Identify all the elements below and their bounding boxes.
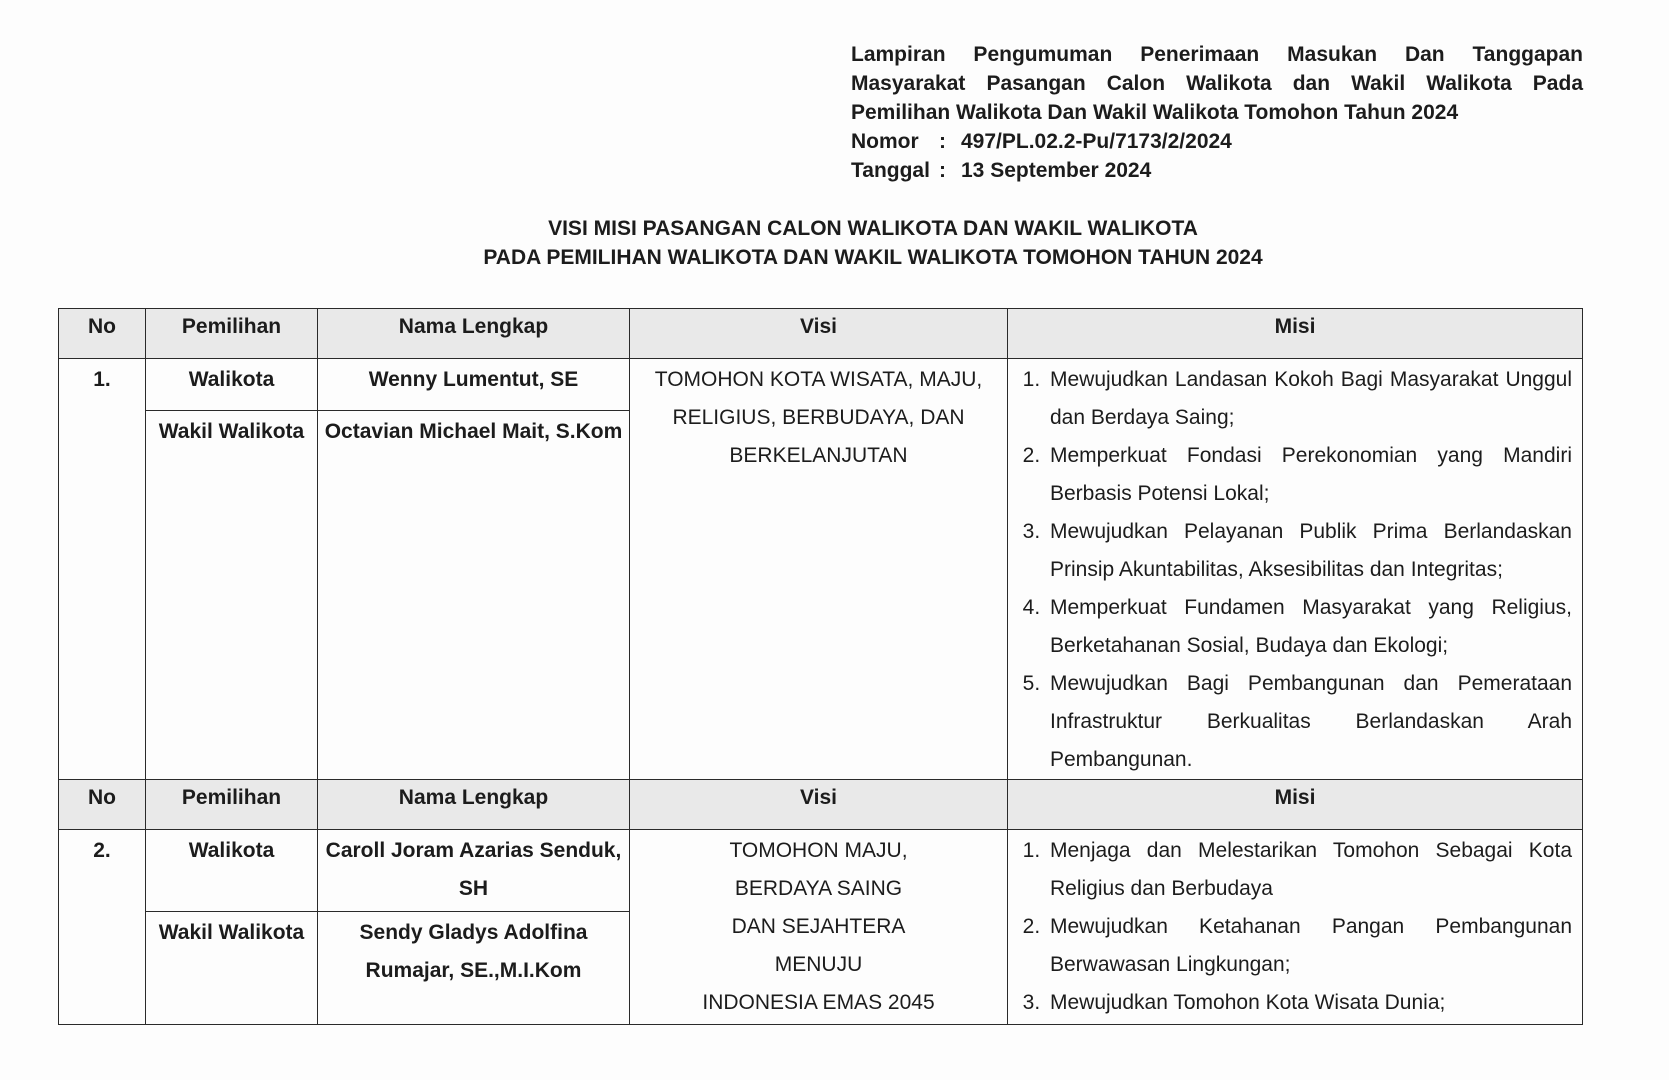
row-2-visi-line: DAN SEJAHTERA [731,915,906,938]
header-pemilihan-2: Pemilihan [146,780,318,830]
list-item: 3. Mewujudkan Pelayanan Publik Prima Berlandaskan Prinsip Akuntabilitas, Aksesibilitas dan Integritas; [1046,513,1572,589]
row-1-walikota-name: Wenny Lumentut, SE [318,359,630,411]
tanggal-label: Tanggal [851,159,930,182]
header-pemilihan: Pemilihan [146,309,318,359]
list-item: 1. Mewujudkan Landasan Kokoh Bagi Masyarakat Unggul dan Berdaya Saing; [1046,361,1572,437]
row-1-misi [1008,359,1583,780]
row-2-visi-line: BERDAYA SAING [734,877,903,900]
table-header-row-2 [59,780,1583,830]
document-title [0,214,1669,272]
row-1-visi: TOMOHON KOTA WISATA, MAJU, RELIGIUS, BERBUDAYA, DAN BERKELANJUTAN [630,359,1008,780]
header-visi: Visi [630,309,1008,359]
header-nama-2: Nama Lengkap [318,780,630,830]
header-line-1: Lampiran Pengumuman Penerimaan Masukan Dan Tanggapan [851,43,1583,66]
row-2-visi-line: TOMOHON MAJU, [729,839,908,862]
row-2-misi-list [1008,832,1582,1022]
header-visi-2: Visi [630,780,1008,830]
candidate-row-1-walikota [59,359,1583,411]
row-2-wakil-name: Sendy Gladys Adolfina Rumajar, SE.,M.I.Kom [318,911,630,1024]
header-no-2: No [59,780,146,830]
list-item: 2. Memperkuat Fondasi Perekonomian yang Mandiri Berbasis Potensi Lokal; [1046,437,1572,513]
tanggal-value: 13 September 2024 [961,159,1152,182]
nomor-colon: : [939,130,946,153]
row-1-wakil-label: Wakil Walikota [146,411,318,780]
row-2-no: 2. [59,830,146,1025]
row-2-visi-line: INDONESIA EMAS 2045 [702,991,935,1014]
header-misi: Misi [1008,309,1583,359]
header-misi-2: Misi [1008,780,1583,830]
header-nama: Nama Lengkap [318,309,630,359]
title-line-1: VISI MISI PASANGAN CALON WALIKOTA DAN WAKIL WALIKOTA [548,217,1198,240]
row-1-misi-list [1008,361,1582,779]
candidates-table [58,308,1583,1025]
table-header-row [59,309,1583,359]
row-2-visi-line: MENUJU [774,953,863,976]
row-2-misi [1008,830,1583,1025]
attachment-header [851,40,1583,185]
row-1-wakil-name: Octavian Michael Mait, S.Kom [318,411,630,780]
tanggal-row [851,156,1583,185]
nomor-row [851,127,1583,156]
list-item: 1. Menjaga dan Melestarikan Tomohon Sebagai Kota Religius dan Berbudaya [1046,832,1572,908]
header-no: No [59,309,146,359]
tanggal-colon: : [939,159,946,182]
list-item: 4. Memperkuat Fundamen Masyarakat yang Religius, Berketahanan Sosial, Budaya dan Ekologi; [1046,589,1572,665]
list-item: 3. Mewujudkan Tomohon Kota Wisata Dunia; [1046,984,1572,1022]
row-2-walikota-label: Walikota [146,830,318,912]
list-item: 2. Mewujudkan Ketahanan Pangan Pembangunan Berwawasan Lingkungan; [1046,908,1572,984]
nomor-value: 497/PL.02.2-Pu/7173/2/2024 [961,130,1232,153]
title-line-2: PADA PEMILIHAN WALIKOTA DAN WAKIL WALIKOTA TOMOHON TAHUN 2024 [483,246,1263,269]
list-item: 5. Mewujudkan Bagi Pembangunan dan Pemerataan Infrastruktur Berkualitas Berlandaskan Arah Pembangunan. [1046,665,1572,779]
row-1-walikota-label: Walikota [146,359,318,411]
candidates-table-wrap [58,308,1583,1025]
candidate-row-2-walikota [59,830,1583,912]
row-2-wakil-label: Wakil Walikota [146,911,318,1024]
header-line-2: Masyarakat Pasangan Calon Walikota dan Wakil Walikota Pada [851,72,1583,95]
row-1-no: 1. [59,359,146,780]
nomor-label: Nomor [851,130,919,153]
row-2-visi [630,830,1008,1025]
row-2-walikota-name: Caroll Joram Azarias Senduk, SH [318,830,630,912]
header-line-3: Pemilihan Walikota Dan Wakil Walikota Tomohon Tahun 2024 [851,101,1459,124]
